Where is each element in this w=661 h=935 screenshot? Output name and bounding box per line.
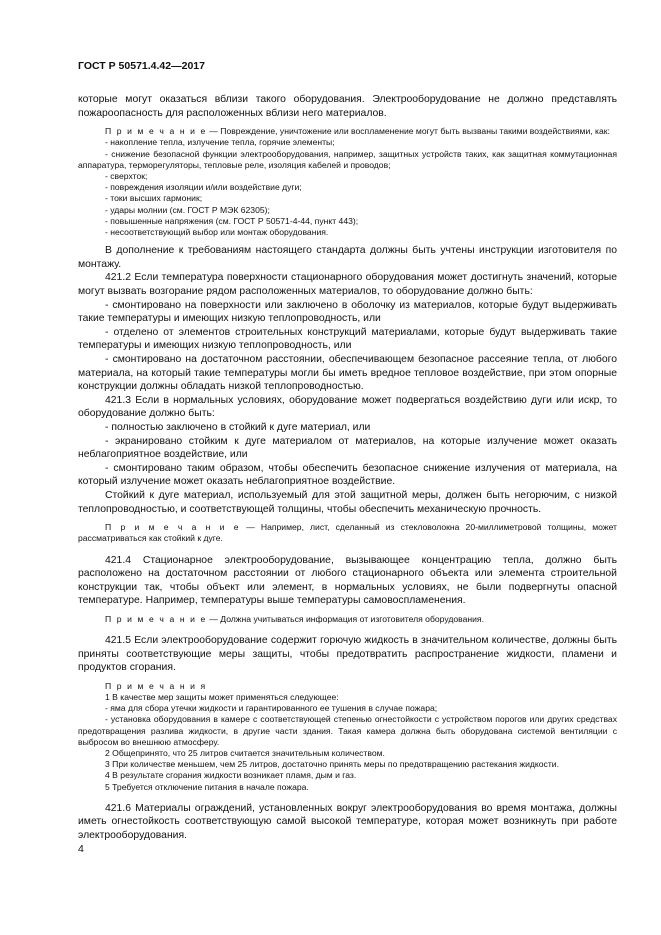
page-body xyxy=(78,93,617,843)
note-item: - повышенные напряжения (см. ГОСТ Р 50571-4-44, пункт 443); xyxy=(105,215,359,226)
note-item: - сверхток; xyxy=(105,171,148,181)
document-header: ГОСТ Р 50571.4.42—2017 xyxy=(78,60,205,72)
note-text: — Повреждение, уничтожение или воспламенение могут быть вызваны такими воздействиями, как: xyxy=(206,126,610,137)
list-item: - смонтировано таким образом, чтобы обеспечить безопасное снижение излучения от материала, на который излучение может оказать неблагоприятное воздействие. xyxy=(78,462,617,488)
notes-label: П р и м е ч а н и я xyxy=(105,680,207,691)
note-item: - удары молнии (см. ГОСТ Р МЭК 62305); xyxy=(105,204,270,215)
note-line: 1 В качестве мер защиты может применяться следующее: xyxy=(105,692,339,703)
note-label: П р и м е ч а н и е xyxy=(105,522,241,533)
note-item: - повреждения изоляции и/или воздействие дуги; xyxy=(105,182,302,193)
note-line: 4 В результате сгорания жидкости возникает пламя, дым и газ. xyxy=(105,770,357,781)
paragraph: Стойкий к дуге материал, используемый для этой защитной меры, должен быть негорючим, с низкой теплопроводностью, и соответствующей толщины, чтобы обеспечить механическую прочность. xyxy=(78,489,617,515)
note-line: - яма для сбора утечки жидкости и гарантированного ее тушения в случае пожара; xyxy=(105,703,438,714)
list-item: - смонтировано на достаточном расстоянии, обеспечивающем безопасное рассеяние тепла, от любого материала, на который такие температуры могли бы иметь вредное тепловое воздействие, при этом опорные конструкции должны обладать низкой теплопроводностью. xyxy=(78,353,617,393)
list-item: - смонтировано на поверхности или заключено в оболочку из материалов, которые будут выдерживать такие температуры и имеющих низкую теплопроводность, или xyxy=(78,299,617,325)
clause-421-5: 421.5 Если электрооборудование содержит горючую жидкость в значительном количестве, должны быть приняты соответствующие меры защиты, чтобы предотвратить распространение жидкости, пламени и продуктов сгорания. xyxy=(78,635,617,674)
note-3 xyxy=(78,614,617,625)
note-label: П р и м е ч а н и е xyxy=(105,126,207,137)
page-number: 4 xyxy=(78,843,84,855)
clause-421-3: 421.3 Если в нормальных условиях, оборудование может подвергаться воздействию дуги или искр, то оборудование должно быть: xyxy=(78,394,617,420)
paragraph-intro: которые могут оказаться вблизи такого оборудования. Электрооборудование не должно представлять пожароопасность для расположенных вблизи него материалов. xyxy=(78,94,617,119)
list-item: - полностью заключено в стойкий к дуге материал, или xyxy=(105,421,371,433)
clause-421-2: 421.2 Если температура поверхности стационарного оборудования может достигнуть значений, которые могут вызвать возгорание рядом расположенных материалов, то оборудование должно быть: xyxy=(78,272,617,297)
list-item: - отделено от элементов строительных конструкций материалами, которые будут выдерживать такие температуры и имеющих низкую теплопроводность, или xyxy=(78,326,617,352)
note-1 xyxy=(78,126,617,137)
paragraph: В дополнение к требованиям настоящего стандарта должны быть учтены инструкции изготовителя по монтажу. xyxy=(78,245,617,270)
note-item: - накопление тепла, излучение тепла, горячие элементы; xyxy=(105,137,335,148)
list-item: - экранировано стойким к дуге материалом от материалов, на которые излучение может оказать неблагоприятное воздействие, или xyxy=(78,435,617,461)
note-item: - несоответствующий выбор или монтаж оборудования. xyxy=(105,227,329,238)
note-line: 2 Общепринято, что 25 литров считается значительным количеством. xyxy=(105,748,385,759)
note-text: — Должна учитываться информация от изготовителя оборудования. xyxy=(206,613,484,624)
clause-421-4: 421.4 Стационарное электрооборудование, вызывающее концентрацию тепла, должно быть расположено на достаточном расстоянии от любого стационарного объекта или элемента строительной конструкции так, чтобы объект или элемент, в нормальных условиях, не были подвергнуты опасной температуре. Например, температуры выше температуры самовоспламенения. xyxy=(78,554,617,607)
note-label: П р и м е ч а н и е xyxy=(105,613,207,624)
clause-421-6: 421.6 Материалы ограждений, установленных вокруг электрооборудования во время монтажа, должны иметь огнестойкость соответствующую самой высокой температуре, которая может возникнуть при работе электрооборудования. xyxy=(78,802,617,842)
note-item: - токи высших гармоник; xyxy=(105,193,203,204)
note-2 xyxy=(78,522,617,544)
note-line: 5 Требуется отключение питания в начале пожара. xyxy=(105,781,309,792)
note-item: - снижение безопасной функции электрооборудования, например, защитных устройств таких, как защитная коммутационная аппаратура, терморегуляторы, тепловые реле, изоляция кабелей и проводов; xyxy=(78,148,617,170)
note-line: - установка оборудования в камере с соответствующей степенью огнестойкости с устройством порогов или других средствах предотвращения разлива жидкости, в другие части здания. Такая камера должна быть оборудована системой вентиляции с выбросом во внешнюю атмосферу. xyxy=(78,714,617,747)
note-text: — Например, лист, сделанный из стекловолокна 20-миллиметровой толщины, может рассматриваться как стойкий к дуге. xyxy=(78,522,617,544)
note-line: 3 При количестве меньшем, чем 25 литров, достаточно принять меры по предотвращению растекания жидкости. xyxy=(105,759,559,770)
